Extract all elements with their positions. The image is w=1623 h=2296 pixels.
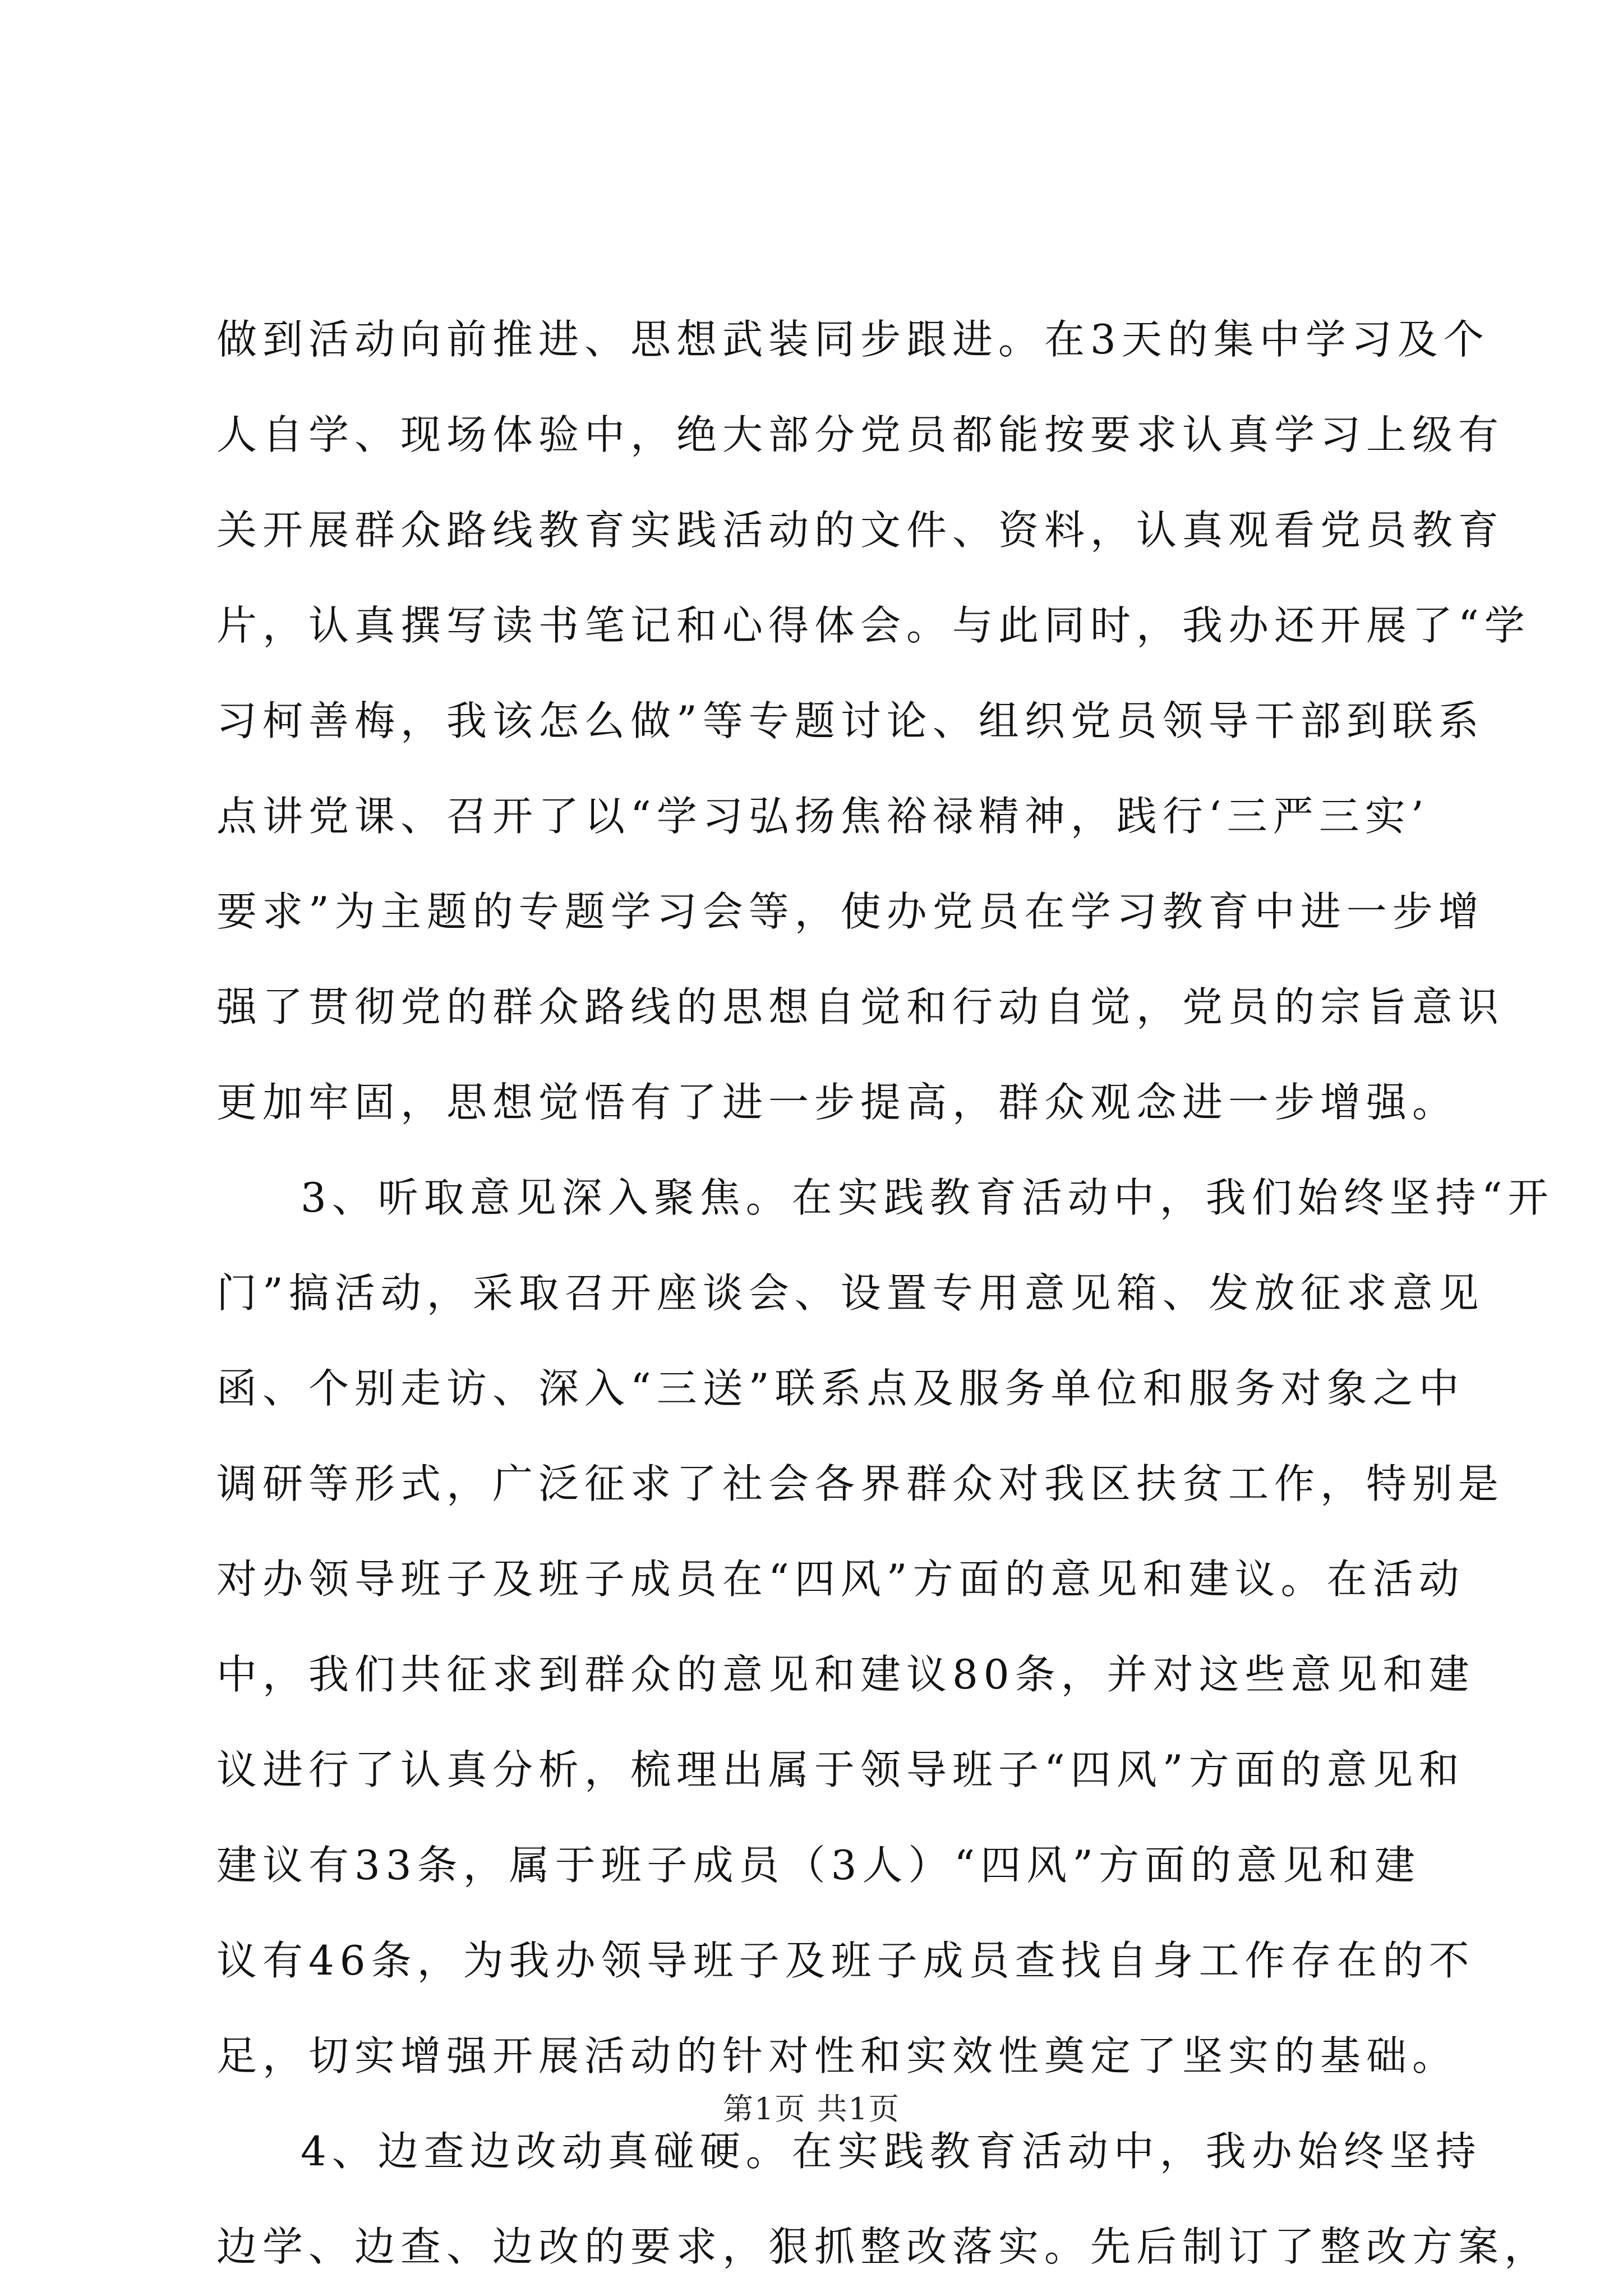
page-footer: 第1页 共1页 — [723, 2091, 900, 2127]
text-line: 做到活动向前推进、思想武装同步跟进。在3天的集中学习及个 — [216, 316, 1490, 363]
text-line: 关开展群众路线教育实践活动的文件、资料，认真观看党员教育 — [216, 507, 1505, 554]
text-line: 片，认真撰写读书笔记和心得体会。与此同时，我办还开展了“学 — [216, 602, 1530, 649]
paragraph — [216, 1150, 1554, 2104]
text-line: 4、边查边改动真碰硬。在实践教育活动中，我办始终坚持 — [301, 2128, 1482, 2175]
text-line: 更加牢固，思想觉悟有了进一步提高，群众观念进一步增强。 — [216, 1079, 1459, 1126]
text-line: 足，切实增强开展活动的针对性和实效性奠定了坚实的基础。 — [216, 2032, 1459, 2079]
paragraph — [216, 2104, 1551, 2294]
text-line: 中，我们共征求到群众的意见和建议80条，并对这些意见和建 — [216, 1651, 1475, 1698]
document-body — [216, 292, 1554, 2294]
text-line: 边学、边查、边改的要求，狠抓整改落实。先后制订了整改方案， — [216, 2223, 1551, 2270]
text-line: 对办领导班子及班子成员在“四风”方面的意见和建议。在活动 — [216, 1556, 1465, 1603]
text-line: 调研等形式，广泛征求了社会各界群众对我区扶贫工作，特别是 — [216, 1460, 1505, 1507]
paragraph — [216, 292, 1530, 1150]
text-line: 要求”为主题的专题学习会等，使办党员在学习教育中进一步增 — [216, 888, 1484, 935]
text-line: 点讲党课、召开了以“学习弘扬焦裕禄精神，践行‘三严三实’ — [216, 793, 1430, 840]
text-line: 习柯善梅，我该怎么做”等专题讨论、组织党员领导干部到联系 — [216, 697, 1484, 744]
text-line: 门”搞活动，采取召开座谈会、设置专用意见箱、发放征求意见 — [216, 1269, 1484, 1317]
text-line: 3、听取意见深入聚焦。在实践教育活动中，我们始终坚持“开 — [301, 1174, 1554, 1221]
text-line: 函、个别走访、深入“三送”联系点及服务单位和服务对象之中 — [216, 1365, 1465, 1412]
text-line: 人自学、现场体验中，绝大部分党员都能按要求认真学习上级有 — [216, 411, 1505, 458]
text-line: 议有46条，为我办领导班子及班子成员查找自身工作存在的不 — [216, 1937, 1475, 1984]
text-line: 强了贯彻党的群众路线的思想自觉和行动自觉，党员的宗旨意识 — [216, 983, 1505, 1030]
text-line: 议进行了认真分析，梳理出属于领导班子“四风”方面的意见和 — [216, 1746, 1465, 1793]
text-line: 建议有33条，属于班子成员（3人）“四风”方面的意见和建 — [216, 1842, 1421, 1889]
